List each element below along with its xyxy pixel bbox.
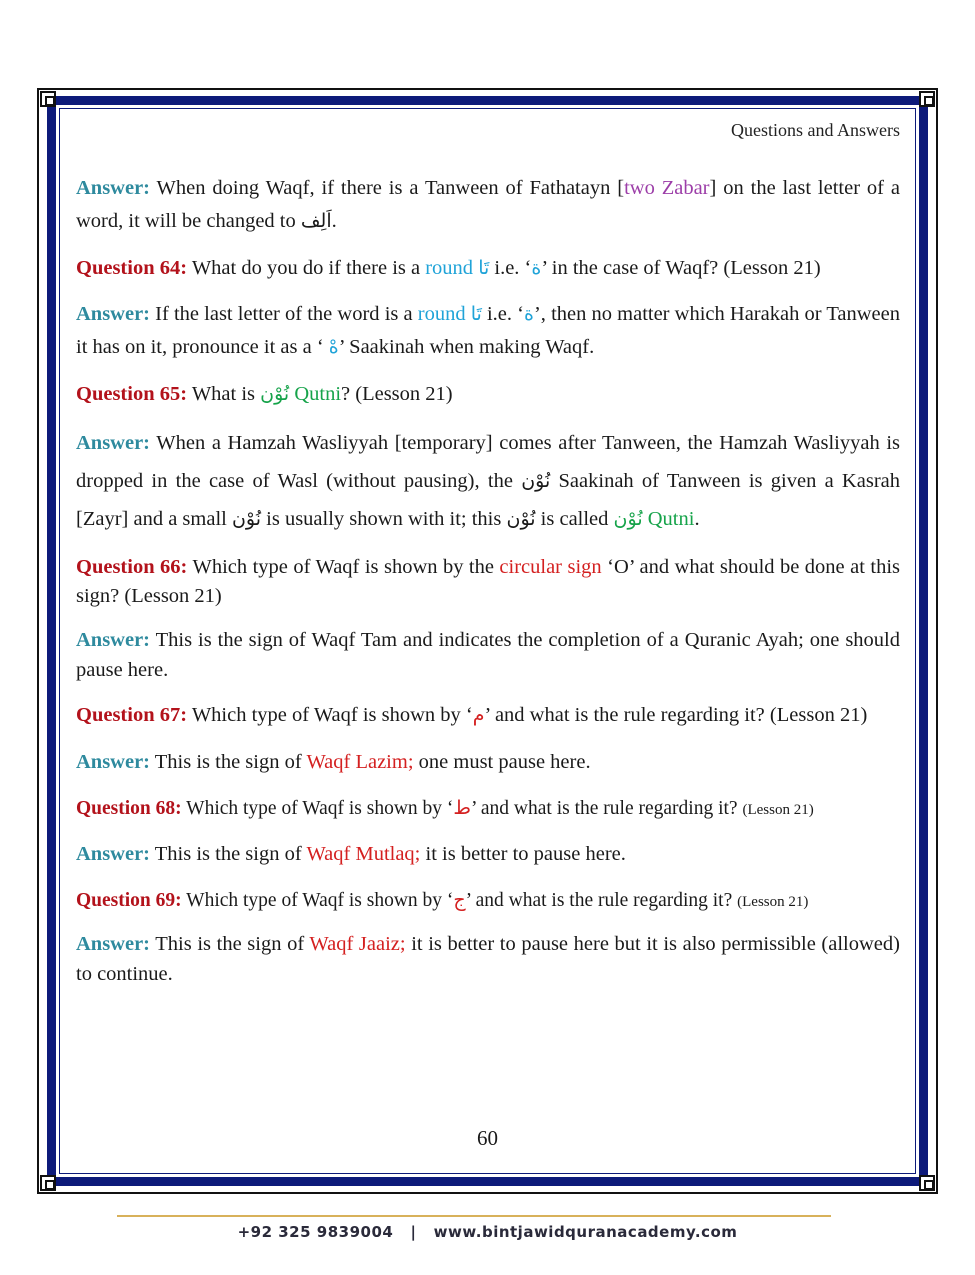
answer-64: Answer: If the last letter of the word is a round تَا i.e. ‘ة’, then no matter which Harakah or Tanween it has on it, pronounce it as a ‘ هْ’ Saakinah when making Waqf. [76, 303, 901, 359]
question-65: Question 65: What is نُوْن Qutni? (Lesson 21) [76, 382, 453, 405]
question-label: Question 65: [76, 382, 188, 405]
arabic-text: تَا [470, 303, 482, 326]
highlight-text: Waqf Lazim; [306, 751, 414, 774]
highlight-text: Waqf Mutlaq; [306, 843, 421, 866]
answer-label: Answer: [76, 177, 151, 199]
footer-contact: +92 325 9839004 | www.bintjawidquranacademy.com [237, 1223, 738, 1241]
arabic-text: نُوْن [521, 469, 551, 492]
corner-ornament-top-left [40, 91, 56, 107]
running-header: Questions and Answers [731, 120, 900, 140]
answer-66: Answer: This is the sign of Waqf Tam and indicates the completion of a Quranic Ayah; one should pause here. [76, 628, 900, 681]
answer-label: Answer: [76, 751, 151, 774]
arabic-text: ط [453, 797, 471, 820]
question-label: Question 66: [76, 555, 188, 578]
question-label: Question 69: [76, 890, 182, 911]
question-label: Question 67: [76, 704, 188, 727]
answer-63: Answer: When doing Waqf, if there is a Tanween of Fathatayn [two Zabar] on the last letter of a word, it will be changed to اَلِف. [76, 177, 900, 232]
arabic-text: تَا [478, 256, 490, 279]
answer-65: Answer: When a Hamzah Wasliyyah [temporary] comes after Tanween, the Hamzah Wasliyyah is dropped in the case of Wasl (without pausing), the نُوْن Saakinah of Tanween is given a Kasrah [Zayr] and a small نُوْن is usually shown with it; this نُوْن is called نُوْن Qutni. [76, 431, 900, 530]
highlight-text: round [425, 256, 479, 279]
answer-label: Answer: [76, 303, 151, 326]
highlight-text: Waqf Jaaiz; [309, 933, 406, 956]
corner-ornament-bottom-left [40, 1175, 56, 1191]
arabic-text: نُوْن [231, 507, 262, 530]
highlight-text: round [417, 303, 471, 326]
arabic-text: نُوْن [613, 507, 643, 530]
answer-label: Answer: [76, 933, 151, 956]
answer-67: Answer: This is the sign of Waqf Lazim; one must pause here. [76, 751, 591, 774]
answer-label: Answer: [76, 843, 151, 866]
question-label: Question 68: [76, 798, 182, 820]
question-68: Question 68: Which type of Waqf is shown by ‘ط’ and what is the rule regarding it? (Lesson 21) [76, 797, 814, 820]
answer-label: Answer: [76, 431, 151, 454]
arabic-text: نُوْن [506, 507, 536, 530]
question-64: Question 64: What do you do if there is a round تَا i.e. ‘ة’ in the case of Waqf? (Lesson 21) [76, 256, 821, 279]
corner-ornament-top-right [919, 91, 935, 107]
arabic-text: ج [453, 889, 466, 911]
arabic-text: هْ [328, 336, 339, 359]
answer-68: Answer: This is the sign of Waqf Mutlaq; it is better to pause here. [76, 843, 626, 866]
answer-label: Answer: [76, 628, 151, 651]
corner-ornament-bottom-right [919, 1175, 935, 1191]
arabic-text: ة [531, 256, 542, 279]
question-69: Question 69: Which type of Waqf is shown by ‘ج’ and what is the rule regarding it? (Lesson 21) [76, 889, 809, 911]
highlight-text: Qutni [642, 507, 695, 530]
highlight-text: two Zabar [624, 177, 710, 199]
arabic-text: اَلِف [300, 209, 332, 232]
answer-69: Answer: This is the sign of Waqf Jaaiz; it is better to pause here but it is also permissible (allowed) to continue. [76, 933, 900, 985]
qa-content [76, 172, 900, 1004]
arabic-text: ة [524, 303, 534, 326]
question-label: Question 64: [76, 256, 188, 279]
footer-rule [117, 1215, 831, 1217]
question-66: Question 66: Which type of Waqf is shown by the circular sign ‘O’ and what should be done at this sign? (Lesson 21) [76, 555, 900, 608]
arabic-text: م [472, 704, 485, 727]
page-number: 60 [477, 1126, 498, 1150]
arabic-text: نُوْن [260, 382, 290, 405]
question-67: Question 67: Which type of Waqf is shown by ‘م’ and what is the rule regarding it? (Lesson 21) [76, 704, 868, 727]
highlight-text: Qutni [289, 382, 342, 405]
highlight-text: circular sign [499, 555, 602, 578]
